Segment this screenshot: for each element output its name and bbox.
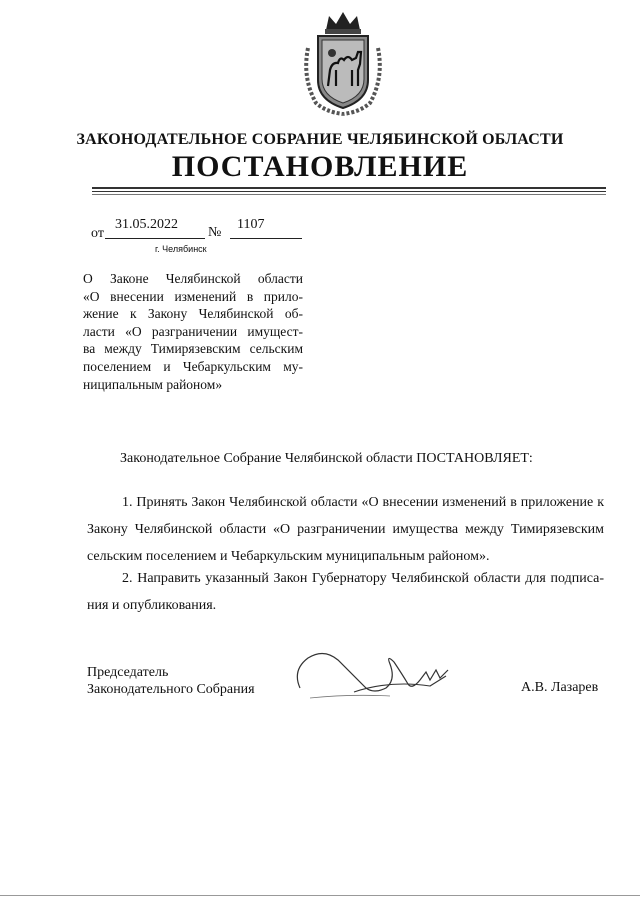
subject-line: ниципальным районом»: [83, 376, 223, 392]
paragraph-line: Закону Челябинской области «О разграничении имущества между Тимирязевским: [87, 522, 604, 537]
paragraph-line: 2. Направить указанный Закон Губернатору Челябинской области для подписа-: [122, 571, 604, 586]
handwritten-signature-icon: [290, 640, 460, 700]
organization-title: ЗАКОНОДАТЕЛЬНОЕ СОБРАНИЕ ЧЕЛЯБИНСКОЙ ОБЛАСТИ: [76, 131, 564, 148]
document-type-title: ПОСТАНОВЛЕНИЕ: [171, 150, 469, 183]
document-city: г. Челябинск: [155, 244, 207, 254]
number-prefix: №: [208, 225, 222, 240]
document-number: 1107: [237, 217, 265, 232]
signer-title: [87, 664, 255, 698]
paragraph-line: ния и опубликования.: [87, 598, 217, 613]
header-rule: [92, 187, 606, 189]
page-bottom-rule: [0, 895, 640, 896]
signer-title-line: Законодательного Собрания: [87, 682, 255, 697]
paragraph-2: [87, 565, 604, 619]
subject-line: ласти «О разграничении имущест-: [83, 323, 303, 339]
signer-title-line: Председатель: [87, 665, 169, 680]
document-date: 31.05.2022: [115, 217, 178, 232]
date-prefix: от: [91, 226, 104, 241]
date-underline: [105, 238, 205, 239]
subject-line: ва между Тимирязевским сельским: [83, 341, 303, 357]
paragraph-line: 1. Принять Закон Челябинской области «О внесении изменений в приложение к: [122, 495, 604, 510]
subject-line: жение к Закону Челябинской об-: [83, 306, 303, 322]
subject-line: О Законе Челябинской области: [83, 271, 303, 286]
coat-of-arms-icon: [296, 8, 390, 116]
number-underline: [230, 238, 302, 239]
subject-line: поселением и Чебаркульским му-: [83, 358, 303, 374]
preamble: Законодательное Собрание Челябинской области ПОСТАНОВЛЯЕТ:: [120, 451, 533, 466]
document-subject: [83, 270, 303, 393]
subject-line: «О внесении изменений в прило-: [83, 288, 303, 304]
paragraph-line: сельским поселением и Чебаркульским муниципальным районом».: [87, 549, 490, 564]
header-rule-thin: [92, 191, 606, 192]
header-rule-dotted: [92, 194, 606, 195]
paragraph-1: [87, 489, 604, 570]
signer-name: А.В. Лазарев: [521, 680, 599, 695]
